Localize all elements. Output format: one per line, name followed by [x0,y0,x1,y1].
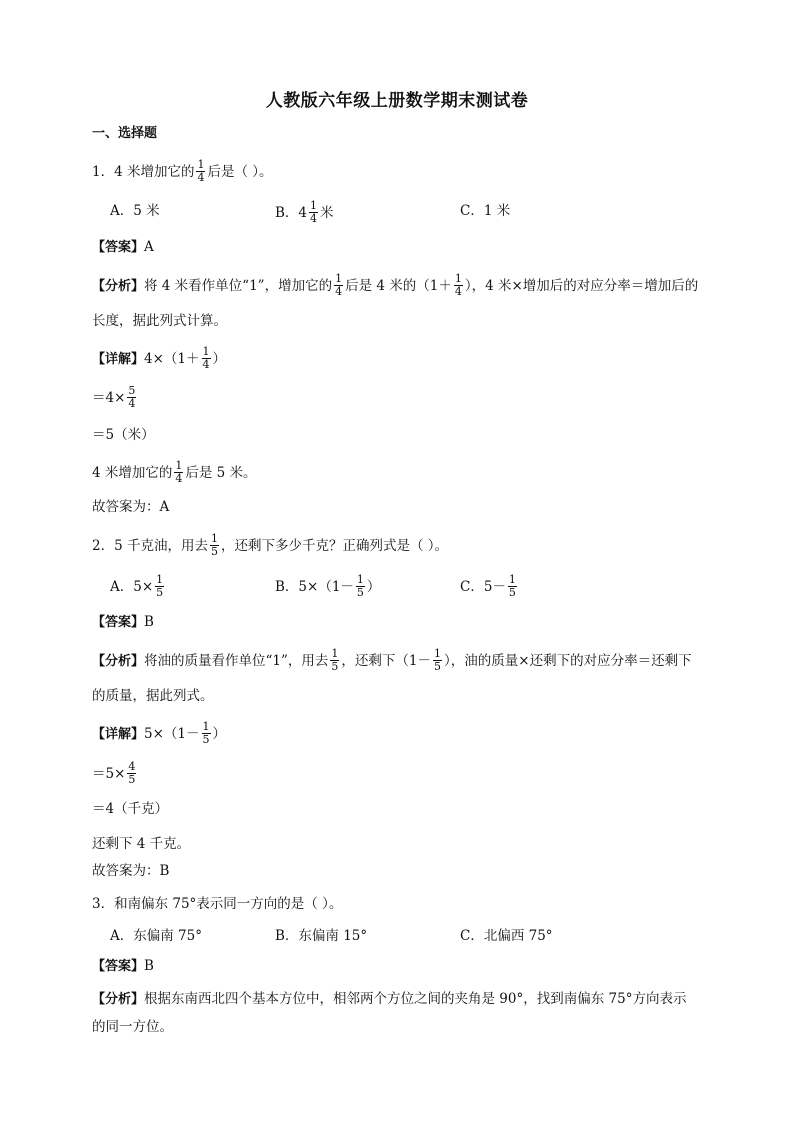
q2-result: 还剩下 4 千克。 [92,836,191,852]
fraction: $\frac{1}{5}$ [508,573,516,599]
question-2-stem: 2．5 千克油，用去 $\frac{1}{5}$ ，还剩下多少千克？正确列式是（ ）。 [92,532,449,558]
q2-option-b: B．5×（1－ $\frac{1}{5}$ ） [275,573,381,599]
q2-analysis-line-1: 【分析】将油的质量看作单位“1”，用去 $\frac{1}{5}$ ，还剩下（1－ $\frac{1}{5}$ ），油的质量×还剩下的对应分率＝还剩下 [92,647,692,673]
q2-detail: 【详解】5×（1－ $\frac{1}{5}$ ） [92,720,227,746]
q2-step-1: ＝5× $\frac{4}{5}$ [92,760,136,786]
q1-step-2: ＝5（米） [92,427,155,443]
q3-analysis-line-1: 【分析】根据东南西北四个基本方位中，相邻两个方位之间的夹角是 90°，找到南偏东 75°方向表示 [92,991,687,1007]
fraction: $\frac{1}{4}$ [454,272,462,298]
q3-option-b: B．东偏南 15° [275,928,368,944]
q3-analysis-line-2: 的同一方位。 [92,1019,173,1035]
fraction: $\frac{1}{5}$ [210,532,218,558]
q1-detail: 【详解】4×（1＋ $\frac{1}{4}$ ） [92,345,227,371]
q2-step-2: ＝4（千克） [92,801,169,817]
fraction: $\frac{1}{4}$ [197,158,205,184]
answer-label: 【答案】 [92,240,145,255]
fraction: $\frac{1}{4}$ [175,459,183,485]
q3-option-c: C．北偏西 75° [460,928,553,944]
detail-label: 【详解】 [92,352,145,367]
q1-option-a: A．5 米 [110,203,160,219]
analysis-label: 【分析】 [92,279,145,294]
q1-result: 4 米增加它的 $\frac{1}{4}$ 后是 5 米。 [92,459,257,485]
page-title: 人教版六年级上册数学期末测试卷 [265,91,529,111]
q1-option-c: C．1 米 [460,203,511,219]
q1-option-b: B．4 $\frac{1}{4}$ 米 [275,199,334,225]
q2-analysis-line-2: 的质量，据此列式。 [92,688,214,704]
fraction: $\frac{4}{5}$ [128,760,136,786]
q2-answer: 【答案】B [92,614,154,630]
fraction: $\frac{1}{5}$ [434,647,442,673]
q1-stem-text-end: 后是（ ）。 [207,164,273,180]
question-1-stem [92,160,273,185]
fraction: $\frac{1}{4}$ [335,272,343,298]
q1-step-1: ＝4× $\frac{5}{4}$ [92,384,136,410]
fraction: $\frac{1}{5}$ [156,573,164,599]
q3-option-a: A．东偏南 75° [110,928,202,944]
fraction: $\frac{1}{4}$ [202,345,210,371]
answer-value: A [144,239,154,255]
fraction: $\frac{1}{4}$ [310,199,318,225]
q2-conclusion: 故答案为：B [92,863,170,879]
fraction: $\frac{1}{5}$ [356,573,364,599]
q1-stem-text: 1．4 米增加它的 [92,164,195,180]
q1-analysis-line-1: 【分析】将 4 米看作单位“1”，增加它的 $\frac{1}{4}$ 后是 4 米的（1＋ $\frac{1}{4}$ ），4 米×增加后的对应分率＝增加后的 [92,272,699,298]
fraction: $\frac{1}{5}$ [202,720,210,746]
fraction: $\frac{1}{5}$ [331,647,339,673]
q2-option-c: C．5－ $\frac{1}{5}$ [460,573,516,599]
section-heading: 一、选择题 [92,126,158,141]
q1-conclusion: 故答案为：A [92,499,170,515]
q1-analysis-line-2: 长度，据此列式计算。 [92,313,227,329]
q1-answer [92,237,154,258]
fraction: $\frac{5}{4}$ [128,384,136,410]
q2-option-a: A．5× $\frac{1}{5}$ [110,573,164,599]
question-3-stem: 3．和南偏东 75°表示同一方向的是（ ）。 [92,896,343,912]
q3-answer: 【答案】B [92,958,154,974]
